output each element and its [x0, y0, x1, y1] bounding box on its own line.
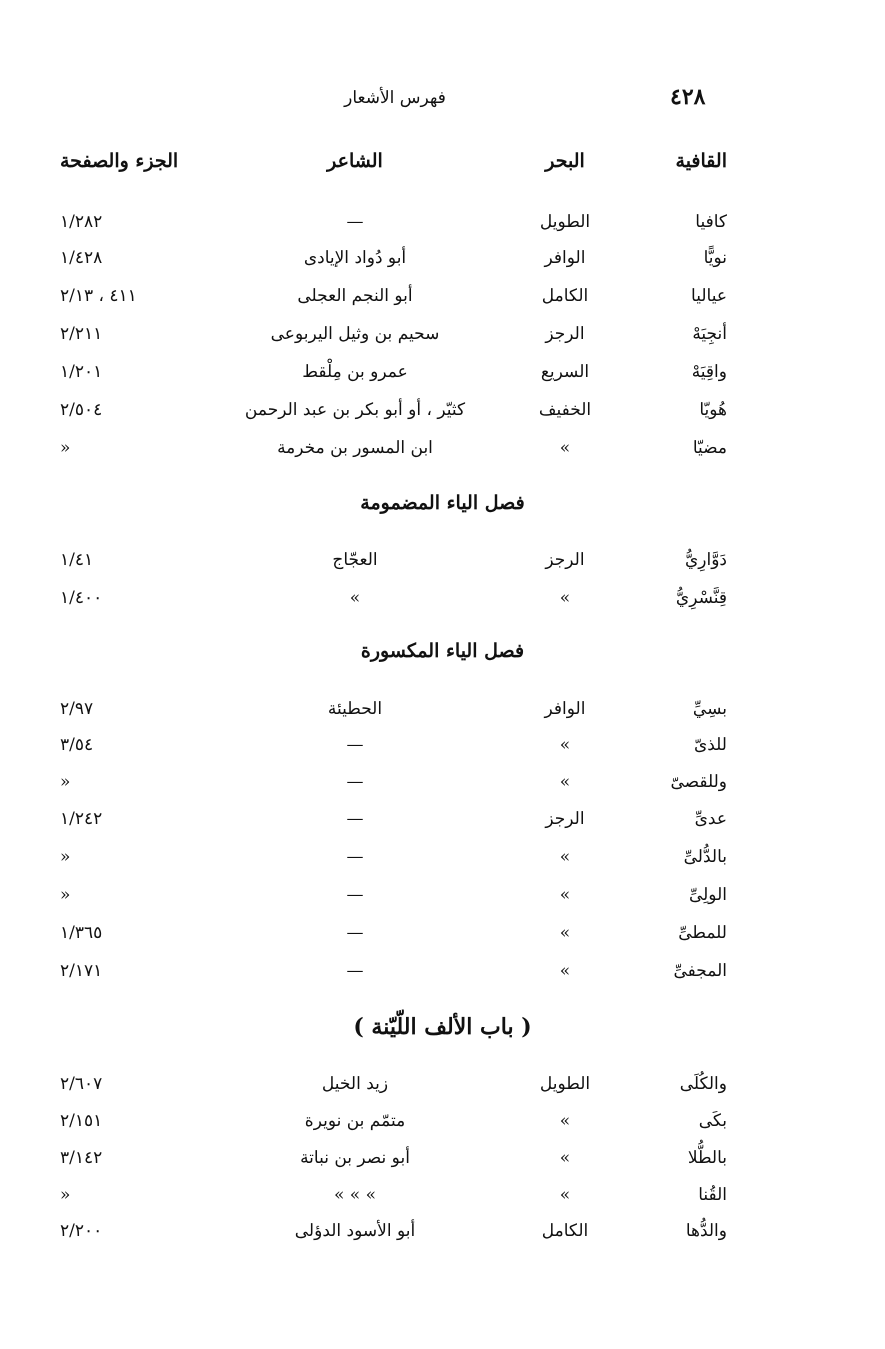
rhyme-cell: للذىّ: [693, 735, 727, 755]
table-row: [0, 1216, 885, 1250]
table-row: [0, 545, 885, 579]
poet-cell: » » »: [333, 1185, 376, 1205]
rhyme-cell: قِنَّسْرِيُّ: [675, 588, 727, 608]
meter-cell: »: [559, 438, 571, 458]
meter-cell: »: [559, 847, 571, 867]
chapter-title: ( باب الألف اللّيّنة ): [353, 1014, 532, 1040]
poet-cell: —: [346, 772, 364, 792]
rhyme-cell: والدُّها: [685, 1221, 727, 1241]
rhyme-cell: واقِيَهْ: [691, 362, 727, 382]
table-row: [0, 281, 885, 315]
rhyme-cell: بسِيِّ: [692, 699, 727, 719]
column-header-poet: الشاعر: [327, 150, 383, 172]
poet-cell: الحطيئة: [327, 699, 383, 719]
rhyme-cell: عدىِّ: [694, 809, 727, 829]
meter-cell: »: [559, 885, 571, 905]
rhyme-cell: نويًّا: [703, 248, 727, 268]
rhyme-cell: القُنا: [698, 1185, 727, 1205]
section-title: فصل الياء المكسورة: [360, 640, 525, 662]
ref-cell: ١/٢٤٢: [60, 809, 103, 829]
table-row: [0, 918, 885, 952]
poet-cell: —: [346, 735, 364, 755]
poet-cell: كثيّر ، أو أبو بكر بن عبد الرحمن: [244, 400, 466, 420]
rhyme-cell: وللقصىّ: [670, 772, 727, 792]
poet-cell: ابن المسور بن مخرمة: [277, 438, 433, 458]
meter-cell: الخفيف: [538, 400, 592, 420]
rhyme-cell: الولِىِّ: [688, 885, 727, 905]
table-row: [0, 1069, 885, 1103]
rhyme-cell: والكُلَى: [679, 1074, 727, 1094]
table-row: [0, 583, 885, 617]
rhyme-cell: للمطىِّ: [678, 923, 727, 943]
poet-cell: —: [346, 847, 364, 867]
rhyme-cell: هُويّا: [699, 400, 727, 420]
ref-cell: ١/٤٠٠: [60, 588, 103, 608]
table-row: [0, 357, 885, 391]
meter-cell: الطويل: [539, 1074, 591, 1094]
meter-cell: »: [559, 588, 571, 608]
meter-cell: السريع: [540, 362, 590, 382]
ref-cell: ٣/١٤٢: [60, 1148, 103, 1168]
poet-cell: أبو نصر بن نباتة: [300, 1148, 410, 1168]
meter-cell: الكامل: [541, 1221, 589, 1241]
rhyme-cell: دَوَّارِيُّ: [684, 550, 727, 570]
table-row: [0, 395, 885, 429]
table-row: [0, 804, 885, 838]
table-row: [0, 842, 885, 876]
poet-cell: أبو دُواد الإيادى: [303, 248, 407, 268]
meter-cell: الوافر: [544, 248, 586, 268]
ref-cell: ٢/١٥١: [60, 1111, 103, 1131]
column-headers: [0, 146, 885, 180]
column-header-meter: البحر: [545, 150, 585, 172]
ref-cell: ١/٣٦٥: [60, 923, 103, 943]
rhyme-cell: كافيا: [695, 212, 727, 232]
column-header-ref: الجزء والصفحة: [60, 150, 179, 172]
table-row: [0, 956, 885, 990]
table-row: [0, 433, 885, 467]
meter-cell: »: [559, 1185, 571, 1205]
ref-cell: »: [60, 847, 71, 867]
poet-cell: العجّاج: [332, 550, 378, 570]
ref-cell: ١/٢٨٢: [60, 212, 103, 232]
ref-cell: »: [60, 438, 71, 458]
poet-cell: —: [346, 212, 364, 232]
meter-cell: »: [559, 772, 571, 792]
ref-cell: ١/٢٠١: [60, 362, 103, 382]
ref-cell: »: [60, 885, 71, 905]
poet-cell: أبو النجم العجلى: [297, 286, 413, 306]
ref-cell: ١/٤١: [60, 550, 94, 570]
column-header-rhyme: القافية: [675, 150, 727, 172]
ref-cell: ٢/١٧١: [60, 961, 103, 981]
poet-cell: —: [346, 923, 364, 943]
section-title: فصل الياء المضمومة: [360, 492, 525, 514]
meter-cell: الكامل: [541, 286, 589, 306]
table-row: [0, 1106, 885, 1140]
table-row: [0, 243, 885, 277]
meter-cell: الرجز: [545, 809, 585, 829]
meter-cell: الطويل: [539, 212, 591, 232]
ref-cell: ٢/٢٠٠: [60, 1221, 103, 1241]
ref-cell: ٢/٢١١: [60, 324, 103, 344]
poet-cell: عمرو بن مِلْقط: [302, 362, 408, 382]
meter-cell: »: [559, 735, 571, 755]
meter-cell: »: [559, 961, 571, 981]
meter-cell: الرجز: [545, 550, 585, 570]
ref-cell: ٣/٥٤: [60, 735, 94, 755]
ref-cell: »: [60, 772, 71, 792]
ref-cell: »: [60, 1185, 71, 1205]
table-row: [0, 730, 885, 764]
ref-cell: ٢/٦٠٧: [60, 1074, 103, 1094]
poet-cell: —: [346, 885, 364, 905]
poet-cell: سحيم بن وثيل اليربوعى: [270, 324, 440, 344]
poet-cell: أبو الأسود الدؤلى: [294, 1221, 416, 1241]
ref-cell: ٢/٩٧: [60, 699, 94, 719]
rhyme-cell: مضيّا: [692, 438, 727, 458]
poet-cell: زيد الخيل: [321, 1074, 389, 1094]
meter-cell: »: [559, 1111, 571, 1131]
meter-cell: »: [559, 1148, 571, 1168]
meter-cell: الوافر: [544, 699, 586, 719]
ref-cell: ٢/٥٠٤: [60, 400, 103, 420]
table-row: [0, 1180, 885, 1214]
poet-cell: —: [346, 961, 364, 981]
table-row: [0, 694, 885, 728]
running-title: فهرس الأشعار: [344, 88, 446, 108]
table-row: [0, 767, 885, 801]
rhyme-cell: بالدُّلىِّ: [683, 847, 727, 867]
page-number: ٤٢٨: [670, 84, 706, 110]
rhyme-cell: أنجِيَهْ: [692, 324, 727, 344]
poet-cell: —: [346, 809, 364, 829]
rhyme-cell: بكَى: [698, 1111, 727, 1131]
meter-cell: الرجز: [545, 324, 585, 344]
poet-cell: »: [349, 588, 361, 608]
rhyme-cell: المجفىِّ: [673, 961, 727, 981]
table-row: [0, 207, 885, 241]
rhyme-cell: بالطُّلا: [687, 1148, 727, 1168]
poet-cell: متمّم بن نويرة: [304, 1111, 406, 1131]
ref-cell: ٤١١ ، ٢/١٣: [60, 286, 137, 306]
meter-cell: »: [559, 923, 571, 943]
table-row: [0, 1143, 885, 1177]
rhyme-cell: عياليا: [691, 286, 727, 306]
table-row: [0, 880, 885, 914]
table-row: [0, 319, 885, 353]
ref-cell: ١/٤٢٨: [60, 248, 103, 268]
